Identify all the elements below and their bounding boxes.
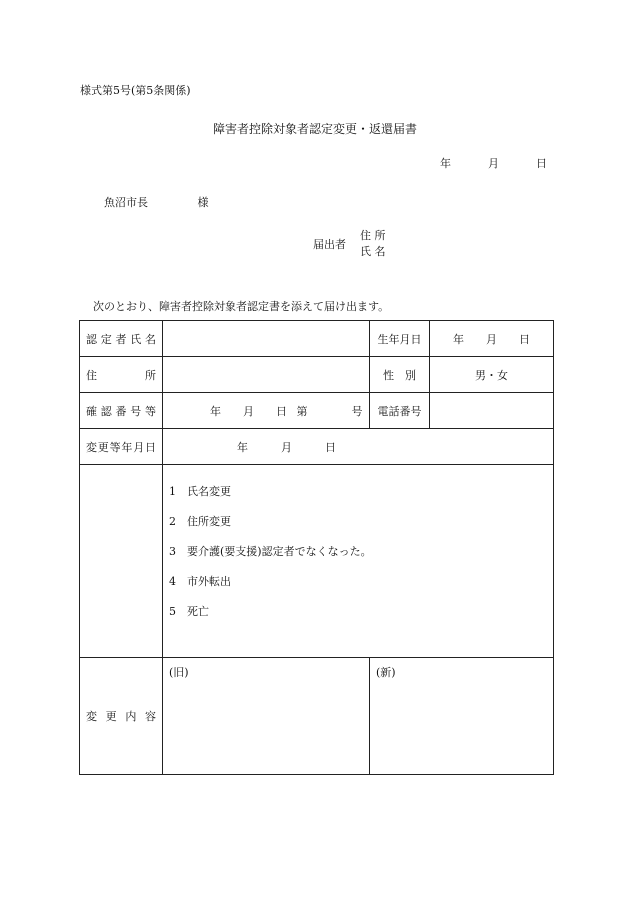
notification-form-table <box>79 320 554 775</box>
row-address <box>80 357 554 393</box>
certified-name-field[interactable] <box>163 321 370 357</box>
reason-number: 4 <box>169 575 176 588</box>
phone-label: 電話番号 <box>370 393 430 429</box>
filer-label: 届出者 <box>313 238 346 251</box>
date-year: 年 <box>440 157 451 170</box>
change-new-label: (新) <box>376 666 396 679</box>
certified-name-label: 認定者氏名 <box>80 321 163 357</box>
confirmation-field[interactable] <box>163 393 370 429</box>
reasons-label-cell <box>80 465 163 658</box>
intro-text: 次のとおり、障害者控除対象者認定書を添えて届け出ます。 <box>93 300 390 313</box>
change-old-label: (旧) <box>169 666 189 679</box>
reason-item[interactable] <box>169 603 547 633</box>
form-title: 障害者控除対象者認定変更・返還届書 <box>212 122 417 136</box>
row-certified-name <box>80 321 554 357</box>
reasons-list <box>163 465 554 658</box>
sex-label: 性 別 <box>370 357 430 393</box>
addressee <box>104 194 209 210</box>
change-date-label: 変更等年月日 <box>80 429 163 465</box>
reason-item[interactable] <box>169 543 547 573</box>
confirmation-label: 確認番号等 <box>80 393 163 429</box>
reason-number: 1 <box>169 485 176 498</box>
address-field[interactable] <box>163 357 370 393</box>
date-day: 日 <box>536 157 547 170</box>
row-reasons <box>80 465 554 658</box>
reason-item[interactable] <box>169 573 547 603</box>
filer-address-label: 住 所 <box>360 229 386 242</box>
row-change-date <box>80 429 554 465</box>
change-date-value: 年 月 日 <box>237 440 336 454</box>
filer-fields <box>360 228 386 260</box>
change-old-field[interactable] <box>163 658 370 775</box>
confirmation-date: 年 月 日 <box>210 404 287 418</box>
sex-field[interactable]: 男・女 <box>430 357 554 393</box>
reason-number: 3 <box>169 545 176 558</box>
reason-item[interactable] <box>169 483 547 513</box>
addressee-honorific: 様 <box>197 196 209 209</box>
phone-field[interactable] <box>430 393 554 429</box>
filer-name-label: 氏 名 <box>360 245 386 258</box>
birth-date-field[interactable]: 年 月 日 <box>430 321 554 357</box>
confirmation-number: 第 号 <box>296 404 363 418</box>
date-month: 月 <box>488 157 499 170</box>
change-content-label: 変更内容 <box>80 658 163 775</box>
submission-date <box>440 155 547 171</box>
row-confirmation <box>80 393 554 429</box>
row-change-content <box>80 658 554 775</box>
reason-text: 死亡 <box>187 605 209 618</box>
addressee-name: 魚沼市長 <box>104 196 148 209</box>
reason-item[interactable] <box>169 513 547 543</box>
reason-text: 市外転出 <box>187 575 231 588</box>
reason-number: 5 <box>169 605 176 618</box>
reason-text: 要介護(要支援)認定者でなくなった。 <box>187 545 372 558</box>
reason-text: 氏名変更 <box>187 485 231 498</box>
reason-number: 2 <box>169 515 176 528</box>
form-number: 様式第5号(第5条関係) <box>80 84 191 97</box>
change-new-field[interactable] <box>370 658 554 775</box>
birth-date-label: 生年月日 <box>370 321 430 357</box>
reason-text: 住所変更 <box>187 515 231 528</box>
change-date-field[interactable] <box>163 429 554 465</box>
address-label: 住 所 <box>80 357 163 393</box>
